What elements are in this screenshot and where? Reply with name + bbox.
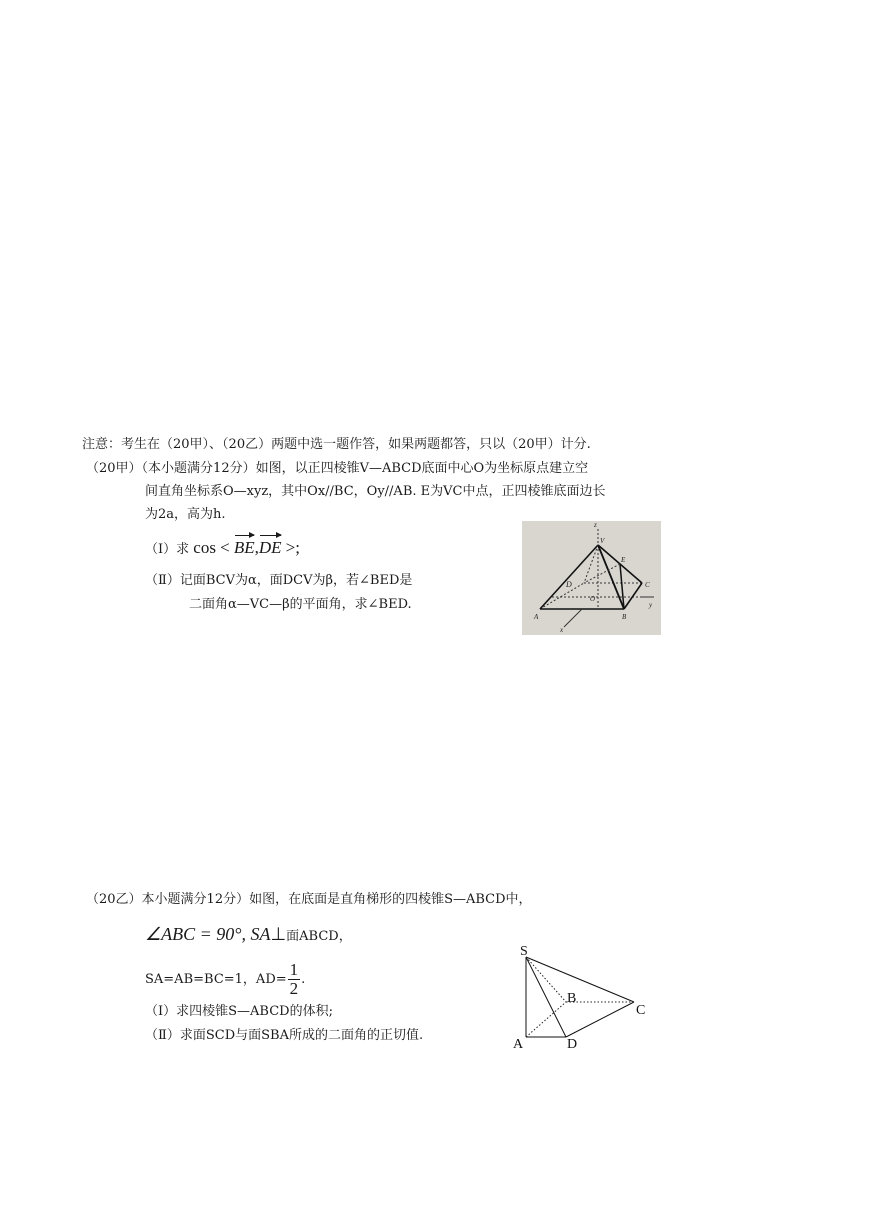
edge-sd: [526, 957, 566, 1037]
label-v: V: [600, 537, 605, 545]
yi-condition: [145, 922, 352, 949]
edge-sb: [526, 957, 566, 1002]
label-b: B: [567, 991, 577, 1006]
label-z: z: [594, 521, 597, 529]
label-o: O: [590, 595, 596, 603]
yi-given: [145, 958, 305, 1002]
pyramid-sabcd-figure: [508, 942, 658, 1054]
figure-background: [522, 521, 661, 635]
label-a: A: [534, 613, 539, 621]
yi-condition-rest: 面ABCD，: [286, 929, 352, 944]
yi-given-prefix: SA=AB=BC=1，AD=: [145, 972, 287, 987]
jia-q1-comma: ,: [254, 538, 259, 557]
jia-line-3: 为2a，高为h.: [145, 507, 226, 522]
label-b: B: [622, 613, 627, 621]
label-x: x: [560, 626, 564, 634]
jia-q1-vector-be: BE: [233, 538, 255, 557]
yi-question-2: （Ⅱ）求面SCD与面SBA所成的二面角的正切值.: [145, 1028, 424, 1043]
jia-question-1: [145, 537, 300, 561]
edge-dc: [566, 1002, 634, 1037]
jia-question-2-line-2: 二面角α—VC—β的平面角，求∠BED.: [189, 597, 412, 612]
yi-question-1: （Ⅰ）求四棱锥S—ABCD的体积;: [145, 1004, 333, 1019]
jia-q1-gt: >;: [285, 538, 300, 557]
jia-question-2-line-1: （Ⅱ）记面BCV为α，面DCV为β，若∠BED是: [145, 573, 413, 588]
edge-sc: [526, 957, 634, 1002]
yi-condition-perp: ⊥: [270, 924, 287, 944]
pyramid-vabcd-figure: [522, 521, 661, 635]
notice-text: 注意：考生在（20甲）、（20乙）两题中选一题作答，如果两题都答，只以（20甲）计分.: [82, 437, 591, 452]
label-a: A: [513, 1037, 524, 1052]
jia-q1-lt: <: [220, 538, 230, 557]
jia-line-2: 间直角坐标系O—xyz，其中Ox//BC，Oy//AB. E为VC中点，正四棱锥底面边长: [145, 484, 606, 499]
label-e: E: [621, 556, 626, 564]
yi-given-fraction: [288, 961, 301, 998]
jia-line-1: （20甲）（本小题满分12分）如图，以正四棱锥V—ABCD底面中心O为坐标原点建立空: [86, 461, 589, 476]
yi-given-suffix: .: [301, 972, 306, 987]
label-c: C: [645, 581, 650, 589]
edge-ab: [526, 1002, 566, 1037]
jia-q1-prefix: （Ⅰ）求: [145, 542, 190, 557]
yi-condition-math: ∠ABC = 90°, SA: [145, 924, 271, 944]
jia-q1-cos: cos: [193, 538, 216, 557]
fraction-denominator: 2: [289, 979, 299, 998]
yi-line-1: （20乙）本小题满分12分）如图，在底面是直角梯形的四棱锥S—ABCD中，: [86, 892, 532, 907]
label-d: D: [566, 580, 572, 589]
label-d: D: [567, 1037, 578, 1052]
fraction-numerator: 1: [289, 960, 299, 979]
label-c: C: [636, 1003, 646, 1018]
label-s: S: [520, 944, 528, 959]
jia-q1-vector-de: DE: [258, 538, 282, 557]
label-y: y: [649, 601, 653, 609]
